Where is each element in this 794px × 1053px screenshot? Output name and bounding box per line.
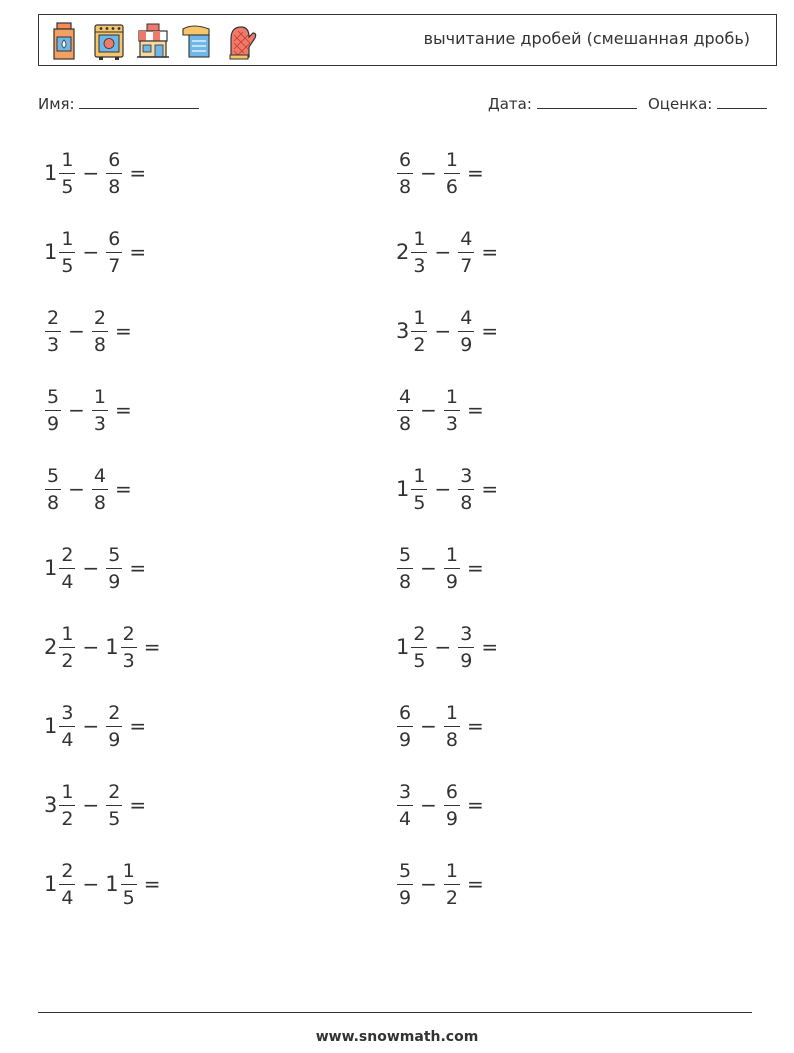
- numerator: 1: [445, 701, 458, 724]
- fraction: [444, 386, 460, 435]
- equals-sign: =: [481, 240, 499, 264]
- problem-item: [396, 222, 498, 282]
- numerator: 2: [108, 780, 121, 803]
- numerator: 4: [93, 464, 106, 487]
- fraction: [397, 544, 413, 593]
- fraction: [444, 781, 460, 830]
- numerator: 1: [413, 227, 426, 250]
- fraction: [121, 860, 137, 909]
- denominator: 8: [460, 491, 473, 514]
- fraction: [59, 228, 75, 277]
- numerator: 6: [108, 227, 121, 250]
- date-blank: [537, 94, 637, 109]
- milk-carton-icon: [47, 21, 83, 61]
- equals-sign: =: [129, 714, 147, 738]
- whole-number: 3: [44, 793, 58, 817]
- numerator: 6: [108, 148, 121, 171]
- equals-sign: =: [129, 240, 147, 264]
- fraction: [92, 386, 108, 435]
- denominator: 8: [445, 728, 458, 751]
- equals-sign: =: [466, 398, 484, 422]
- whole-number: 3: [396, 319, 410, 343]
- denominator: 4: [399, 807, 412, 830]
- numerator: 2: [108, 701, 121, 724]
- header-icons: [47, 21, 259, 61]
- denominator: 6: [445, 175, 458, 198]
- problem-item: [44, 617, 160, 677]
- numerator: 1: [122, 859, 135, 882]
- denominator: 5: [413, 649, 426, 672]
- fraction: [444, 149, 460, 198]
- grade-blank: [717, 94, 767, 109]
- numerator: 2: [93, 306, 106, 329]
- fraction: [59, 544, 75, 593]
- whole-number: 1: [44, 872, 58, 896]
- problem-item: [44, 222, 146, 282]
- numerator: 4: [460, 306, 473, 329]
- fraction: [45, 386, 61, 435]
- minus-sign: −: [420, 793, 437, 817]
- numerator: 6: [399, 148, 412, 171]
- denominator: 9: [460, 333, 473, 356]
- oven-icon: [91, 21, 127, 61]
- equals-sign: =: [466, 556, 484, 580]
- fraction: [411, 307, 427, 356]
- denominator: 8: [93, 491, 106, 514]
- minus-sign: −: [420, 872, 437, 896]
- date-label: Дата:: [488, 95, 532, 113]
- problem-item: [44, 696, 146, 756]
- denominator: 4: [61, 886, 74, 909]
- denominator: 9: [445, 807, 458, 830]
- grade-field: [648, 94, 767, 113]
- footer-divider: [38, 1012, 752, 1013]
- fraction: [106, 228, 122, 277]
- fraction: [59, 781, 75, 830]
- numerator: 5: [47, 385, 60, 408]
- denominator: 3: [122, 649, 135, 672]
- fraction: [106, 702, 122, 751]
- fraction: [59, 702, 75, 751]
- equals-sign: =: [114, 319, 132, 343]
- minus-sign: −: [420, 556, 437, 580]
- whole-number: 2: [396, 240, 410, 264]
- numerator: 2: [61, 543, 74, 566]
- minus-sign: −: [420, 398, 437, 422]
- denominator: 2: [413, 333, 426, 356]
- denominator: 9: [399, 728, 412, 751]
- whole-number: 1: [396, 635, 410, 659]
- minus-sign: −: [420, 161, 437, 185]
- denominator: 9: [108, 728, 121, 751]
- equals-sign: =: [114, 398, 132, 422]
- problem-item: [396, 301, 498, 361]
- denominator: 2: [445, 886, 458, 909]
- denominator: 3: [47, 333, 60, 356]
- numerator: 1: [61, 622, 74, 645]
- minus-sign: −: [68, 319, 85, 343]
- whole-number: 1: [44, 714, 58, 738]
- minus-sign: −: [82, 635, 100, 659]
- denominator: 8: [399, 570, 412, 593]
- minus-sign: −: [82, 556, 100, 580]
- numerator: 1: [93, 385, 106, 408]
- numerator: 5: [47, 464, 60, 487]
- minus-sign: −: [420, 714, 437, 738]
- fraction: [92, 465, 108, 514]
- fraction: [458, 465, 474, 514]
- fraction: [59, 623, 75, 672]
- fraction: [106, 781, 122, 830]
- problem-item: [396, 380, 484, 440]
- numerator: 2: [61, 859, 74, 882]
- equals-sign: =: [143, 635, 161, 659]
- numerator: 1: [413, 464, 426, 487]
- fraction: [121, 623, 137, 672]
- fraction: [397, 860, 413, 909]
- numerator: 1: [61, 780, 74, 803]
- problem-item: [396, 775, 484, 835]
- denominator: 9: [108, 570, 121, 593]
- minus-sign: −: [68, 477, 85, 501]
- problem-item: [44, 459, 132, 519]
- fraction: [411, 228, 427, 277]
- numerator: 3: [460, 464, 473, 487]
- equals-sign: =: [466, 714, 484, 738]
- equals-sign: =: [481, 477, 499, 501]
- minus-sign: −: [82, 872, 100, 896]
- denominator: 5: [61, 175, 74, 198]
- equals-sign: =: [481, 319, 499, 343]
- denominator: 8: [47, 491, 60, 514]
- denominator: 3: [445, 412, 458, 435]
- numerator: 5: [108, 543, 121, 566]
- numerator: 1: [445, 543, 458, 566]
- oven-mitt-icon: [223, 21, 259, 61]
- problem-item: [396, 696, 484, 756]
- denominator: 3: [413, 254, 426, 277]
- numerator: 2: [47, 306, 60, 329]
- fraction: [59, 149, 75, 198]
- denominator: 7: [108, 254, 121, 277]
- whole-number: 1: [396, 477, 410, 501]
- fraction: [397, 386, 413, 435]
- problem-item: [44, 538, 146, 598]
- denominator: 8: [108, 175, 121, 198]
- name-field: [38, 94, 199, 113]
- worksheet-header: [38, 14, 777, 66]
- denominator: 9: [460, 649, 473, 672]
- problem-item: [396, 617, 498, 677]
- grade-label: Оценка:: [648, 95, 713, 113]
- date-field: [488, 94, 637, 113]
- fraction: [106, 149, 122, 198]
- denominator: 5: [108, 807, 121, 830]
- fraction: [59, 860, 75, 909]
- problem-item: [396, 143, 484, 203]
- problem-item: [44, 775, 146, 835]
- numerator: 6: [399, 701, 412, 724]
- fraction: [444, 544, 460, 593]
- denominator: 8: [399, 175, 412, 198]
- minus-sign: −: [82, 793, 100, 817]
- numerator: 4: [460, 227, 473, 250]
- denominator: 2: [61, 649, 74, 672]
- fraction: [45, 307, 61, 356]
- minus-sign: −: [82, 714, 100, 738]
- denominator: 5: [122, 886, 135, 909]
- fraction: [458, 228, 474, 277]
- minus-sign: −: [434, 240, 452, 264]
- shop-icon: [135, 21, 171, 61]
- numerator: 5: [399, 543, 412, 566]
- equals-sign: =: [466, 872, 484, 896]
- denominator: 5: [61, 254, 74, 277]
- numerator: 1: [413, 306, 426, 329]
- minus-sign: −: [434, 319, 452, 343]
- fraction: [397, 702, 413, 751]
- footer-url: www.snowmath.com: [315, 1029, 479, 1045]
- problem-item: [44, 380, 132, 440]
- whole-number: 1: [44, 161, 58, 185]
- name-label: Имя:: [38, 95, 75, 113]
- fraction: [444, 702, 460, 751]
- equals-sign: =: [466, 161, 484, 185]
- denominator: 8: [93, 333, 106, 356]
- numerator: 1: [61, 227, 74, 250]
- fraction: [411, 465, 427, 514]
- minus-sign: −: [82, 161, 100, 185]
- numerator: 1: [445, 148, 458, 171]
- numerator: 1: [61, 148, 74, 171]
- numerator: 1: [445, 385, 458, 408]
- whole-number: 1: [44, 556, 58, 580]
- fraction: [458, 623, 474, 672]
- problem-item: [44, 143, 146, 203]
- whole-number: 2: [44, 635, 58, 659]
- numerator: 5: [399, 859, 412, 882]
- equals-sign: =: [466, 793, 484, 817]
- numerator: 3: [460, 622, 473, 645]
- fraction: [397, 781, 413, 830]
- worksheet-title: вычитание дробей (смешанная дробь): [423, 29, 750, 48]
- minus-sign: −: [82, 240, 100, 264]
- numerator: 2: [413, 622, 426, 645]
- numerator: 6: [445, 780, 458, 803]
- equals-sign: =: [129, 556, 147, 580]
- equals-sign: =: [129, 161, 147, 185]
- equals-sign: =: [129, 793, 147, 817]
- fraction: [411, 623, 427, 672]
- whole-number: 1: [105, 872, 119, 896]
- minus-sign: −: [68, 398, 85, 422]
- whole-number: 1: [105, 635, 119, 659]
- denominator: 9: [47, 412, 60, 435]
- denominator: 9: [445, 570, 458, 593]
- problem-item: [44, 301, 132, 361]
- problem-item: [396, 459, 498, 519]
- denominator: 2: [61, 807, 74, 830]
- equals-sign: =: [114, 477, 132, 501]
- fraction: [92, 307, 108, 356]
- equals-sign: =: [143, 872, 161, 896]
- problem-item: [44, 854, 160, 914]
- fraction: [45, 465, 61, 514]
- denominator: 7: [460, 254, 473, 277]
- problem-item: [396, 854, 484, 914]
- fraction: [106, 544, 122, 593]
- numerator: 3: [61, 701, 74, 724]
- denominator: 3: [93, 412, 106, 435]
- problem-item: [396, 538, 484, 598]
- numerator: 3: [399, 780, 412, 803]
- fraction: [397, 149, 413, 198]
- paper-towel-icon: [179, 21, 215, 61]
- denominator: 8: [399, 412, 412, 435]
- fraction: [444, 860, 460, 909]
- numerator: 4: [399, 385, 412, 408]
- denominator: 4: [61, 728, 74, 751]
- minus-sign: −: [434, 477, 452, 501]
- numerator: 1: [445, 859, 458, 882]
- denominator: 5: [413, 491, 426, 514]
- whole-number: 1: [44, 240, 58, 264]
- fraction: [458, 307, 474, 356]
- equals-sign: =: [481, 635, 499, 659]
- name-blank: [79, 94, 199, 109]
- denominator: 9: [399, 886, 412, 909]
- minus-sign: −: [434, 635, 452, 659]
- denominator: 4: [61, 570, 74, 593]
- numerator: 2: [122, 622, 135, 645]
